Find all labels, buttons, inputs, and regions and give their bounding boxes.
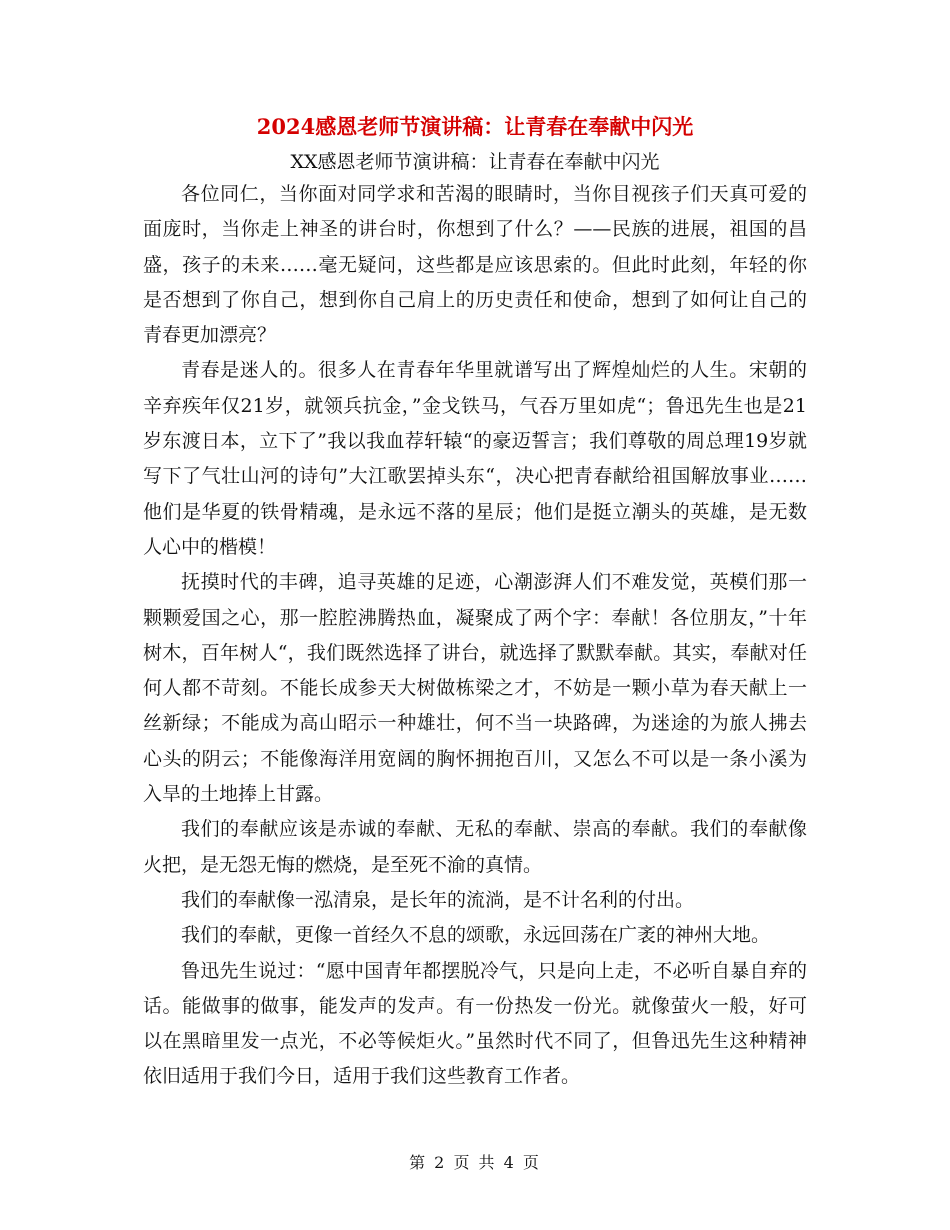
paragraph-4: 我们的奉献应该是赤诚的奉献、无私的奉献、崇高的奉献。我们的奉献像火把，是无怨无悔的燃烧，是至死不渝的真情。 bbox=[143, 818, 807, 876]
paragraph-2: 青春是迷人的。很多人在青春年华里就谱写出了辉煌灿烂的人生。宋朝的辛弃疾年仅21岁，就领兵抗金，”金戈铁马，气吞万里如虎“；鲁迅先生也是21岁东渡日本，立下了”我以我血荐轩辕“的豪迈誓言；我们尊敬的周总理19岁就写下了气壮山河的诗句”大江歌罢掉头东“，决心把青春献给祖国解放事业……他们是华夏的铁骨精魂，是永远不落的星辰；他们是挺立潮头的英雄，是无数人心中的楷模！ bbox=[143, 359, 807, 558]
paragraph-1: 各位同仁，当你面对同学求和苦渴的眼睛时，当你目视孩子们天真可爱的面庞时，当你走上神圣的讲台时，你想到了什么？——民族的进展，祖国的昌盛，孩子的未来……毫无疑问，这些都是应该思索的。但此时此刻，年轻的你是否想到了你自己，想到你自己肩上的历史责任和使命，想到了如何让自己的青春更加漂亮？ bbox=[143, 183, 807, 347]
document-subtitle: XX感恩老师节演讲稿：让青春在奉献中闪光 bbox=[290, 151, 660, 173]
document-body bbox=[143, 177, 807, 1095]
paragraph-7: 鲁迅先生说过：“愿中国青年都摆脱冷气，只是向上走，不必听自暴自弃的话。能做事的做事，能发声的发声。有一份热发一份光。就像萤火一般，好可以在黑暗里发一点光，不必等候炬火。”虽然时代不同了，但鲁迅先生这种精神依旧适用于我们今日，适用于我们这些教育工作者。 bbox=[143, 959, 807, 1088]
paragraph-3: 抚摸时代的丰碑，追寻英雄的足迹，心潮澎湃人们不难发觉，英模们那一颗颗爱国之心，那一腔腔沸腾热血，凝聚成了两个字：奉献！各位朋友，”十年树木，百年树人“，我们既然选择了讲台，就选择了默默奉献。其实，奉献对任何人都不苛刻。不能长成参天大树做栋梁之才，不妨是一颗小草为春天献上一丝新绿；不能成为高山昭示一种雄壮，何不当一块路碑，为迷途的为旅人拂去心头的阴云；不能像海洋用宽阔的胸怀拥抱百川，又怎么不可以是一条小溪为入旱的土地捧上甘露。 bbox=[143, 571, 807, 806]
document-title: 2024感恩老师节演讲稿：让青春在奉献中闪光 bbox=[256, 114, 694, 139]
paragraph-5: 我们的奉献像一泓清泉，是长年的流淌，是不计名利的付出。 bbox=[181, 888, 695, 911]
paragraph-6: 我们的奉献，更像一首经久不息的颂歌，永远回荡在广袤的神州大地。 bbox=[181, 924, 771, 947]
page-number-footer: 第 2 页 共 4 页 bbox=[409, 1153, 541, 1172]
